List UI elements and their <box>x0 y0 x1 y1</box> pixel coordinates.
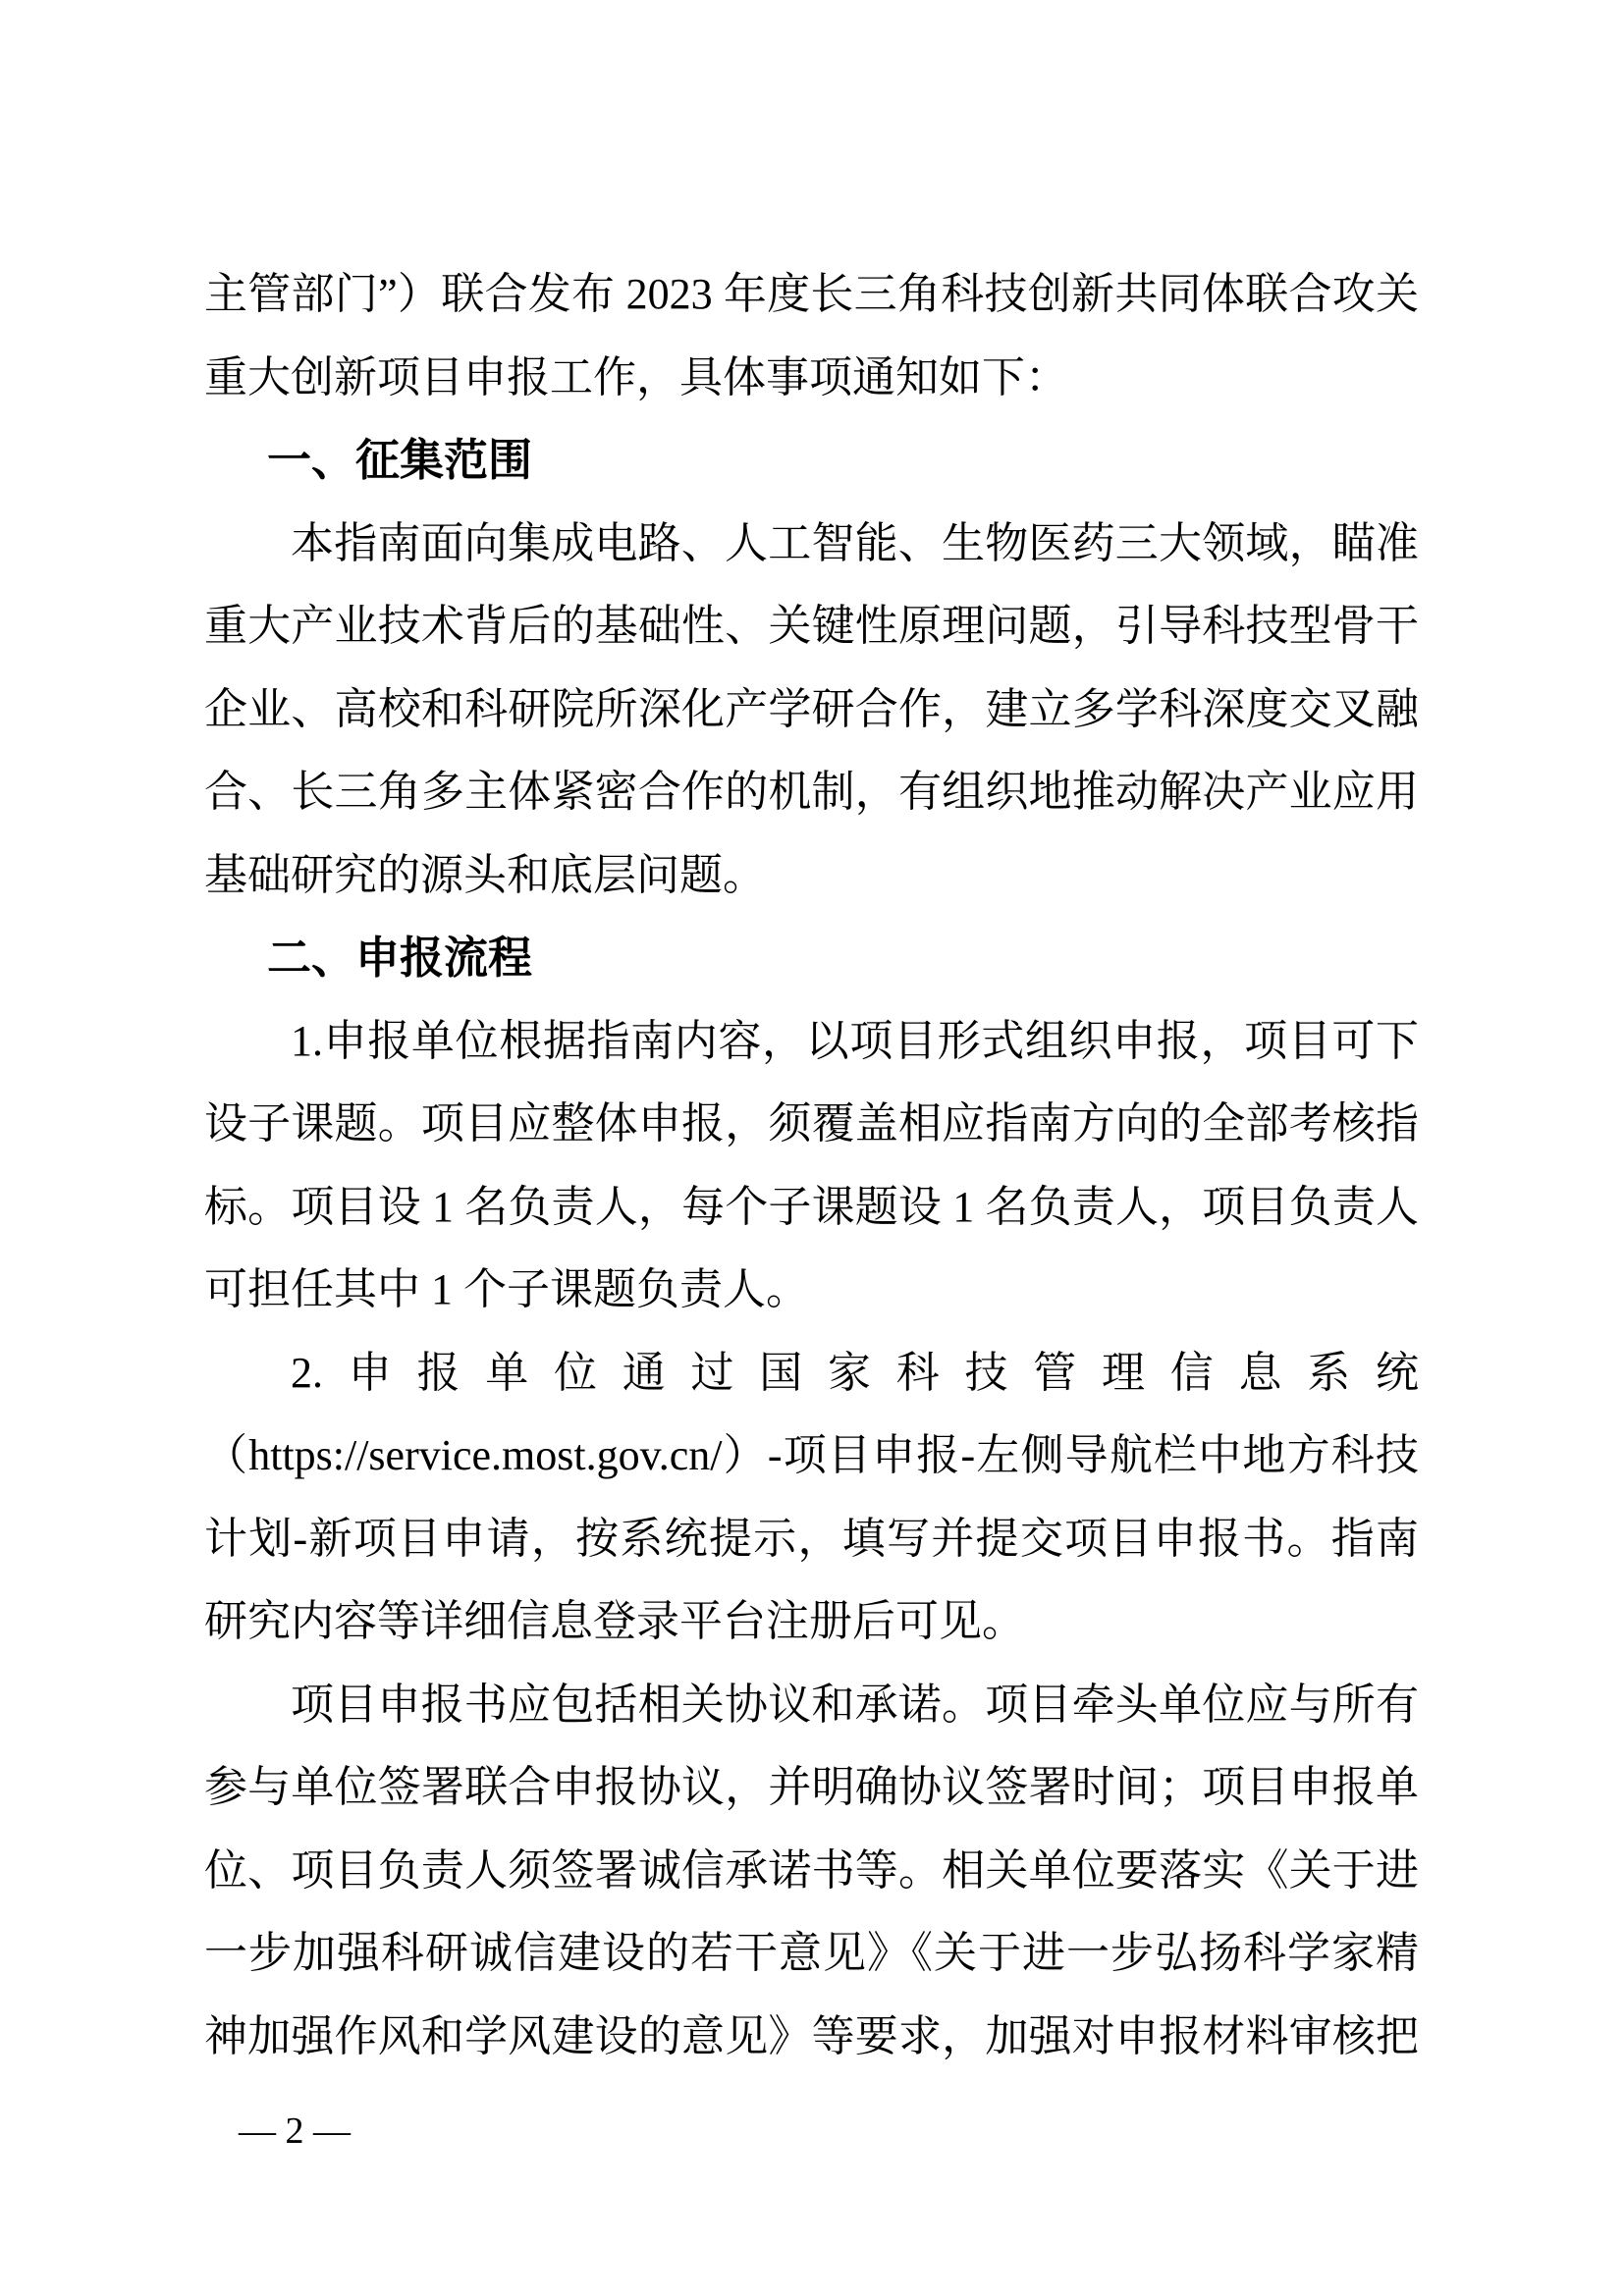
body-line: 神加强作风和学风建设的意见》等要求，加强对申报材料审核把 <box>204 2011 1419 2060</box>
body-line: 本指南面向集成电路、人工智能、生物医药三大领域，瞄准 <box>291 518 1419 567</box>
document-body <box>204 253 1419 2078</box>
body-line: 研究内容等详细信息登录平台注册后可见。 <box>204 1597 1025 1645</box>
body-line: 基础研究的源头和底层问题。 <box>204 850 766 899</box>
body-line: 项目申报书应包括相关协议和承诺。项目牵头单位应与所有 <box>291 1680 1419 1729</box>
body-line: 主管部门”）联合发布 2023 年度长三角科技创新共同体联合攻关 <box>204 270 1419 318</box>
body-line: 设子课题。项目应整体申报，须覆盖相应指南方向的全部考核指 <box>204 1099 1419 1148</box>
body-line: 企业、高校和科研院所深化产学研合作，建立多学科深度交叉融 <box>204 684 1419 733</box>
section-heading-2: 二、申报流程 <box>267 933 533 983</box>
body-line-url: （https://service.most.gov.cn/）-项目申报-左侧导航栏中地方科技 <box>204 1431 1419 1479</box>
body-line: 标。项目设 1 名负责人，每个子课题设 1 名负责人，项目负责人 <box>204 1182 1419 1231</box>
body-line: 重大产业技术背后的基础性、关键性原理问题，引导科技型骨干 <box>204 602 1419 650</box>
body-line: 合、长三角多主体紧密合作的机制，有组织地推动解决产业应用 <box>204 768 1419 816</box>
section-heading-1: 一、征集范围 <box>267 435 533 485</box>
body-line: 1.申报单位根据指南内容，以项目形式组织申报，项目可下 <box>291 1016 1419 1065</box>
body-line: 位、项目负责人须签署诚信承诺书等。相关单位要落实《关于进 <box>204 1845 1419 1895</box>
body-line: 参与单位签署联合申报协议，并明确协议签署时间；项目申报单 <box>204 1763 1419 1811</box>
body-line: 2.申报单位通过国家科技管理信息系统 <box>291 1348 1419 1397</box>
body-line: 可担任其中 1 个子课题负责人。 <box>204 1265 809 1313</box>
body-line: 计划-新项目申请，按系统提示，填写并提交项目申报书。指南 <box>204 1514 1419 1563</box>
body-line: 重大创新项目申报工作，具体事项通知如下： <box>204 352 1068 401</box>
body-line: 一步加强科研诚信建设的若干意见》《关于进一步弘扬科学家精 <box>204 1929 1419 1977</box>
page-number: — 2 — <box>239 2110 351 2152</box>
